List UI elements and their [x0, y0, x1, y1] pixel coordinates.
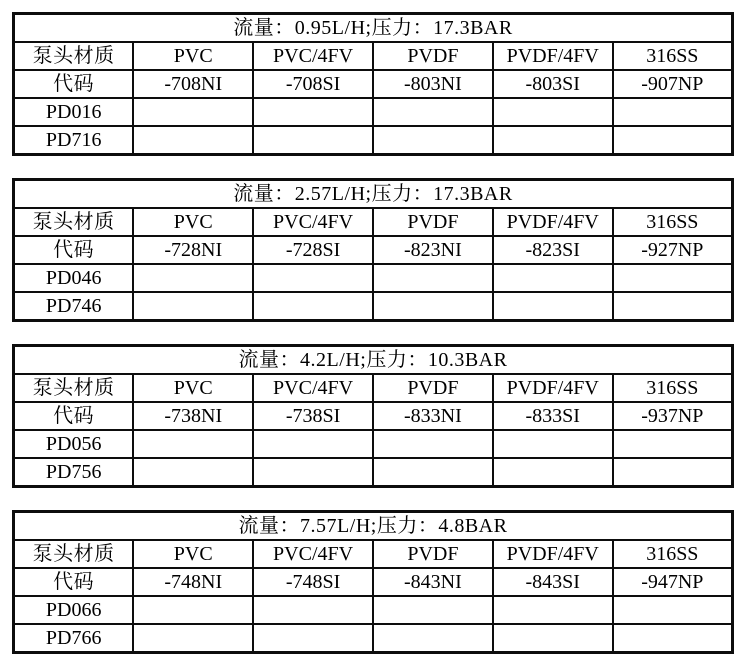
- column-header: PVC/4FV: [253, 540, 373, 568]
- table-row: [14, 430, 733, 458]
- empty-cell: [373, 98, 493, 126]
- column-header: PVC: [133, 42, 253, 70]
- table-row: [14, 126, 733, 155]
- column-header: PVDF/4FV: [493, 42, 613, 70]
- code-cell: -738NI: [133, 402, 253, 430]
- column-header: PVDF: [373, 42, 493, 70]
- empty-cell: [133, 98, 253, 126]
- column-header: PVDF/4FV: [493, 208, 613, 236]
- empty-cell: [133, 624, 253, 653]
- column-header: PVDF: [373, 208, 493, 236]
- column-header: PVC/4FV: [253, 374, 373, 402]
- empty-cell: [253, 458, 373, 487]
- table-row: [14, 42, 733, 70]
- empty-cell: [493, 458, 613, 487]
- column-header: 泵头材质: [14, 540, 134, 568]
- model-label: PD016: [14, 98, 134, 126]
- table-row: [14, 346, 733, 375]
- empty-cell: [133, 430, 253, 458]
- empty-cell: [253, 624, 373, 653]
- row-label: 代码: [14, 402, 134, 430]
- empty-cell: [373, 596, 493, 624]
- row-label: 代码: [14, 70, 134, 98]
- empty-cell: [613, 264, 733, 292]
- table-title: 流量：4.2L/H;压力：10.3BAR: [14, 346, 733, 375]
- model-label: PD756: [14, 458, 134, 487]
- empty-cell: [493, 624, 613, 653]
- table-title: 流量：0.95L/H;压力：17.3BAR: [14, 14, 733, 43]
- column-header: PVC/4FV: [253, 208, 373, 236]
- model-label: PD746: [14, 292, 134, 321]
- empty-cell: [253, 430, 373, 458]
- table-row: [14, 70, 733, 98]
- table-row: [14, 236, 733, 264]
- code-cell: -843SI: [493, 568, 613, 596]
- column-header: 泵头材质: [14, 208, 134, 236]
- code-cell: -748NI: [133, 568, 253, 596]
- pump-spec-table-3: [12, 344, 734, 488]
- column-header: PVDF: [373, 540, 493, 568]
- empty-cell: [613, 458, 733, 487]
- empty-cell: [493, 98, 613, 126]
- code-cell: -833NI: [373, 402, 493, 430]
- table-row: [14, 208, 733, 236]
- column-header: 316SS: [613, 374, 733, 402]
- column-header: PVC/4FV: [253, 42, 373, 70]
- empty-cell: [373, 292, 493, 321]
- column-header: 316SS: [613, 42, 733, 70]
- column-header: 泵头材质: [14, 374, 134, 402]
- code-cell: -803NI: [373, 70, 493, 98]
- column-header: 316SS: [613, 540, 733, 568]
- model-label: PD766: [14, 624, 134, 653]
- column-header: 泵头材质: [14, 42, 134, 70]
- empty-cell: [493, 292, 613, 321]
- code-cell: -833SI: [493, 402, 613, 430]
- empty-cell: [613, 126, 733, 155]
- table-row: [14, 624, 733, 653]
- column-header: PVDF/4FV: [493, 374, 613, 402]
- empty-cell: [253, 126, 373, 155]
- model-label: PD046: [14, 264, 134, 292]
- table-row: [14, 568, 733, 596]
- empty-cell: [373, 430, 493, 458]
- pump-spec-table-4: [12, 510, 734, 654]
- empty-cell: [133, 264, 253, 292]
- table-row: [14, 292, 733, 321]
- table-title: 流量：2.57L/H;压力：17.3BAR: [14, 180, 733, 209]
- code-cell: -927NP: [613, 236, 733, 264]
- code-cell: -937NP: [613, 402, 733, 430]
- table-title: 流量：7.57L/H;压力：4.8BAR: [14, 512, 733, 541]
- row-label: 代码: [14, 568, 134, 596]
- empty-cell: [133, 458, 253, 487]
- empty-cell: [493, 126, 613, 155]
- code-cell: -907NP: [613, 70, 733, 98]
- empty-cell: [133, 126, 253, 155]
- empty-cell: [373, 126, 493, 155]
- code-cell: -823NI: [373, 236, 493, 264]
- column-header: PVC: [133, 208, 253, 236]
- column-header: 316SS: [613, 208, 733, 236]
- empty-cell: [253, 596, 373, 624]
- code-cell: -803SI: [493, 70, 613, 98]
- empty-cell: [613, 596, 733, 624]
- table-row: [14, 540, 733, 568]
- code-cell: -738SI: [253, 402, 373, 430]
- empty-cell: [253, 264, 373, 292]
- pump-spec-table-2: [12, 178, 734, 322]
- table-row: [14, 596, 733, 624]
- code-cell: -728NI: [133, 236, 253, 264]
- column-header: PVC: [133, 540, 253, 568]
- model-label: PD716: [14, 126, 134, 155]
- empty-cell: [613, 430, 733, 458]
- pump-spec-table-1: [12, 12, 734, 156]
- table-row: [14, 374, 733, 402]
- empty-cell: [133, 596, 253, 624]
- column-header: PVC: [133, 374, 253, 402]
- table-row: [14, 180, 733, 209]
- table-row: [14, 512, 733, 541]
- code-cell: -708NI: [133, 70, 253, 98]
- model-label: PD066: [14, 596, 134, 624]
- model-label: PD056: [14, 430, 134, 458]
- code-cell: -843NI: [373, 568, 493, 596]
- empty-cell: [493, 430, 613, 458]
- empty-cell: [373, 458, 493, 487]
- empty-cell: [373, 624, 493, 653]
- code-cell: -823SI: [493, 236, 613, 264]
- empty-cell: [253, 98, 373, 126]
- empty-cell: [493, 596, 613, 624]
- column-header: PVDF: [373, 374, 493, 402]
- empty-cell: [613, 98, 733, 126]
- table-row: [14, 14, 733, 43]
- empty-cell: [613, 624, 733, 653]
- code-cell: -947NP: [613, 568, 733, 596]
- code-cell: -728SI: [253, 236, 373, 264]
- table-row: [14, 98, 733, 126]
- empty-cell: [133, 292, 253, 321]
- empty-cell: [493, 264, 613, 292]
- column-header: PVDF/4FV: [493, 540, 613, 568]
- table-row: [14, 458, 733, 487]
- empty-cell: [253, 292, 373, 321]
- empty-cell: [373, 264, 493, 292]
- table-row: [14, 402, 733, 430]
- empty-cell: [613, 292, 733, 321]
- code-cell: -708SI: [253, 70, 373, 98]
- table-row: [14, 264, 733, 292]
- code-cell: -748SI: [253, 568, 373, 596]
- row-label: 代码: [14, 236, 134, 264]
